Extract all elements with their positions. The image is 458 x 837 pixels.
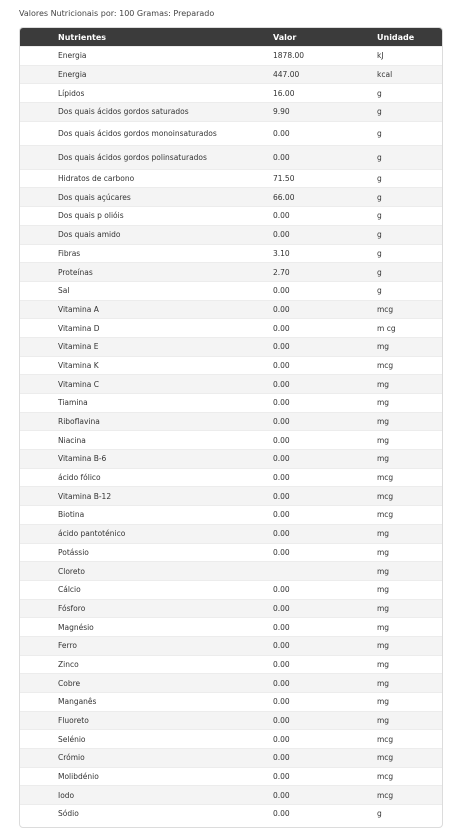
nutrient-cell: ácido pantoténico — [58, 529, 126, 539]
value-cell: 0.00 — [273, 286, 290, 296]
nutrient-cell: Dos quais ácidos gordos monoinsaturados — [58, 128, 217, 138]
table-row — [20, 561, 442, 580]
value-cell: 447.00 — [273, 70, 300, 80]
nutrient-cell: Vitamina B-6 — [58, 454, 107, 464]
value-cell: 0.00 — [273, 473, 290, 483]
table-row — [20, 206, 442, 225]
unit-cell: mg — [377, 697, 390, 707]
unit-cell: kJ — [377, 51, 384, 61]
table-row — [20, 468, 442, 487]
unit-cell: mg — [377, 454, 390, 464]
unit-cell: mg — [377, 566, 390, 576]
unit-cell: mcg — [377, 753, 394, 763]
nutrient-cell: Sódio — [58, 809, 79, 819]
nutrient-cell: Lípidos — [58, 88, 85, 98]
nutrient-cell: Proteínas — [58, 267, 93, 277]
unit-cell: mcg — [377, 491, 394, 501]
table-row — [20, 412, 442, 431]
value-cell: 0.00 — [273, 435, 290, 445]
unit-cell: mg — [377, 435, 390, 445]
nutrient-cell: Sal — [58, 286, 70, 296]
table-row — [20, 804, 442, 823]
unit-cell: kcal — [377, 70, 393, 80]
unit-cell: mg — [377, 585, 390, 595]
nutrient-cell: Fósforo — [58, 603, 86, 613]
table-body — [20, 46, 442, 823]
table-row — [20, 543, 442, 562]
nutrient-cell: Cálcio — [58, 585, 81, 595]
table-row — [20, 599, 442, 618]
nutrient-cell: Vitamina B-12 — [58, 491, 112, 501]
value-cell: 1878.00 — [273, 51, 305, 61]
nutrient-cell: Energia — [58, 70, 87, 80]
value-cell: 0.00 — [273, 772, 290, 782]
table-row — [20, 262, 442, 281]
value-cell: 0.00 — [273, 678, 290, 688]
header-unit: Unidade — [377, 32, 415, 42]
nutrient-cell: Vitamina C — [58, 379, 99, 389]
nutrient-cell: Potássio — [58, 547, 89, 557]
table-row — [20, 729, 442, 748]
table-row — [20, 46, 442, 65]
nutrient-cell: Manganês — [58, 697, 97, 707]
unit-cell: m cg — [377, 323, 396, 333]
value-cell: 0.00 — [273, 641, 290, 651]
value-cell: 0.00 — [273, 734, 290, 744]
value-cell: 71.50 — [273, 174, 295, 184]
nutrient-cell: Vitamina K — [58, 360, 99, 370]
value-cell: 0.00 — [273, 603, 290, 613]
table-row — [20, 145, 442, 169]
nutrient-cell: Magnésio — [58, 622, 94, 632]
unit-cell: mg — [377, 547, 390, 557]
table-row — [20, 636, 442, 655]
unit-cell: mcg — [377, 304, 394, 314]
table-row — [20, 65, 442, 84]
header-value: Valor — [273, 32, 297, 42]
nutrient-cell: Dos quais amido — [58, 230, 121, 240]
nutrition-caption: Valores Nutricionais por: 100 Gramas: Preparado — [19, 9, 215, 18]
unit-cell: mcg — [377, 790, 394, 800]
header-nutrients: Nutrientes — [58, 32, 107, 42]
value-cell: 0.00 — [273, 398, 290, 408]
unit-cell: mg — [377, 529, 390, 539]
table-row — [20, 580, 442, 599]
unit-cell: g — [377, 211, 382, 221]
nutrient-cell: Tiamina — [58, 398, 88, 408]
value-cell: 0.00 — [273, 547, 290, 557]
unit-cell: g — [377, 248, 382, 258]
unit-cell: g — [377, 107, 382, 117]
nutrient-cell: Fibras — [58, 248, 81, 258]
value-cell: 0.00 — [273, 342, 290, 352]
unit-cell: g — [377, 88, 382, 98]
unit-cell: g — [377, 152, 382, 162]
value-cell: 0.00 — [273, 454, 290, 464]
table-row — [20, 187, 442, 206]
value-cell: 0.00 — [273, 809, 290, 819]
table-row — [20, 767, 442, 786]
table-row — [20, 711, 442, 730]
table-row — [20, 430, 442, 449]
nutrient-cell: Biotina — [58, 510, 85, 520]
value-cell: 2.70 — [273, 267, 290, 277]
nutrient-cell: Vitamina A — [58, 304, 99, 314]
value-cell: 16.00 — [273, 88, 295, 98]
value-cell: 0.00 — [273, 659, 290, 669]
unit-cell: mcg — [377, 734, 394, 744]
table-row — [20, 300, 442, 319]
value-cell: 3.10 — [273, 248, 290, 258]
value-cell: 0.00 — [273, 379, 290, 389]
table-row — [20, 356, 442, 375]
unit-cell: mg — [377, 342, 390, 352]
unit-cell: mg — [377, 622, 390, 632]
nutrient-cell: Fluoreto — [58, 716, 89, 726]
value-cell: 0.00 — [273, 622, 290, 632]
table-row — [20, 748, 442, 767]
value-cell: 0.00 — [273, 529, 290, 539]
table-row — [20, 524, 442, 543]
nutrient-cell: Zinco — [58, 659, 79, 669]
value-cell: 0.00 — [273, 585, 290, 595]
unit-cell: mcg — [377, 473, 394, 483]
table-row — [20, 617, 442, 636]
nutrient-cell: Vitamina D — [58, 323, 100, 333]
unit-cell: mcg — [377, 360, 394, 370]
nutrient-cell: Vitamina E — [58, 342, 99, 352]
unit-cell: g — [377, 174, 382, 184]
value-cell: 0.00 — [273, 304, 290, 314]
table-row — [20, 244, 442, 263]
unit-cell: g — [377, 230, 382, 240]
nutrient-cell: Crómio — [58, 753, 85, 763]
table-row — [20, 121, 442, 145]
nutrient-cell: Cloreto — [58, 566, 85, 576]
unit-cell: g — [377, 267, 382, 277]
table-row — [20, 785, 442, 804]
nutrient-cell: ácido fólico — [58, 473, 101, 483]
table-header — [20, 28, 442, 46]
value-cell: 9.90 — [273, 107, 290, 117]
value-cell: 0.00 — [273, 152, 290, 162]
value-cell: 0.00 — [273, 753, 290, 763]
nutrition-table — [19, 27, 443, 828]
unit-cell: mg — [377, 417, 390, 427]
value-cell: 0.00 — [273, 697, 290, 707]
value-cell: 0.00 — [273, 716, 290, 726]
table-row — [20, 337, 442, 356]
value-cell: 0.00 — [273, 211, 290, 221]
value-cell: 0.00 — [273, 491, 290, 501]
table-row — [20, 102, 442, 121]
unit-cell: mg — [377, 398, 390, 408]
table-row — [20, 281, 442, 300]
unit-cell: mg — [377, 379, 390, 389]
unit-cell: g — [377, 286, 382, 296]
nutrient-cell: Dos quais ácidos gordos saturados — [58, 107, 189, 117]
unit-cell: mg — [377, 641, 390, 651]
value-cell: 0.00 — [273, 790, 290, 800]
unit-cell: mg — [377, 659, 390, 669]
unit-cell: g — [377, 809, 382, 819]
table-row — [20, 673, 442, 692]
unit-cell: mg — [377, 678, 390, 688]
table-row — [20, 486, 442, 505]
unit-cell: g — [377, 192, 382, 202]
nutrient-cell: Energia — [58, 51, 87, 61]
value-cell: 0.00 — [273, 230, 290, 240]
nutrient-cell: Dos quais ácidos gordos polinsaturados — [58, 152, 207, 162]
table-row — [20, 505, 442, 524]
value-cell: 0.00 — [273, 128, 290, 138]
nutrient-cell: Selénio — [58, 734, 86, 744]
nutrient-cell: Iodo — [58, 790, 75, 800]
value-cell: 66.00 — [273, 192, 295, 202]
nutrient-cell: Ferro — [58, 641, 77, 651]
table-row — [20, 374, 442, 393]
nutrient-cell: Cobre — [58, 678, 81, 688]
unit-cell: mg — [377, 716, 390, 726]
nutrient-cell: Dos quais p olióis — [58, 211, 124, 221]
unit-cell: mcg — [377, 772, 394, 782]
table-row — [20, 393, 442, 412]
nutrient-cell: Niacina — [58, 435, 86, 445]
table-row — [20, 449, 442, 468]
table-row — [20, 83, 442, 102]
nutrient-cell: Riboflavina — [58, 417, 100, 427]
value-cell: 0.00 — [273, 323, 290, 333]
table-row — [20, 225, 442, 244]
table-row — [20, 318, 442, 337]
unit-cell: mg — [377, 603, 390, 613]
nutrient-cell: Hidratos de carbono — [58, 174, 135, 184]
nutrient-cell: Molibdénio — [58, 772, 99, 782]
value-cell: 0.00 — [273, 510, 290, 520]
unit-cell: g — [377, 128, 382, 138]
nutrient-cell: Dos quais açúcares — [58, 192, 131, 202]
table-row — [20, 169, 442, 188]
table-row — [20, 655, 442, 674]
value-cell: 0.00 — [273, 417, 290, 427]
unit-cell: mcg — [377, 510, 394, 520]
value-cell: 0.00 — [273, 360, 290, 370]
table-row — [20, 692, 442, 711]
